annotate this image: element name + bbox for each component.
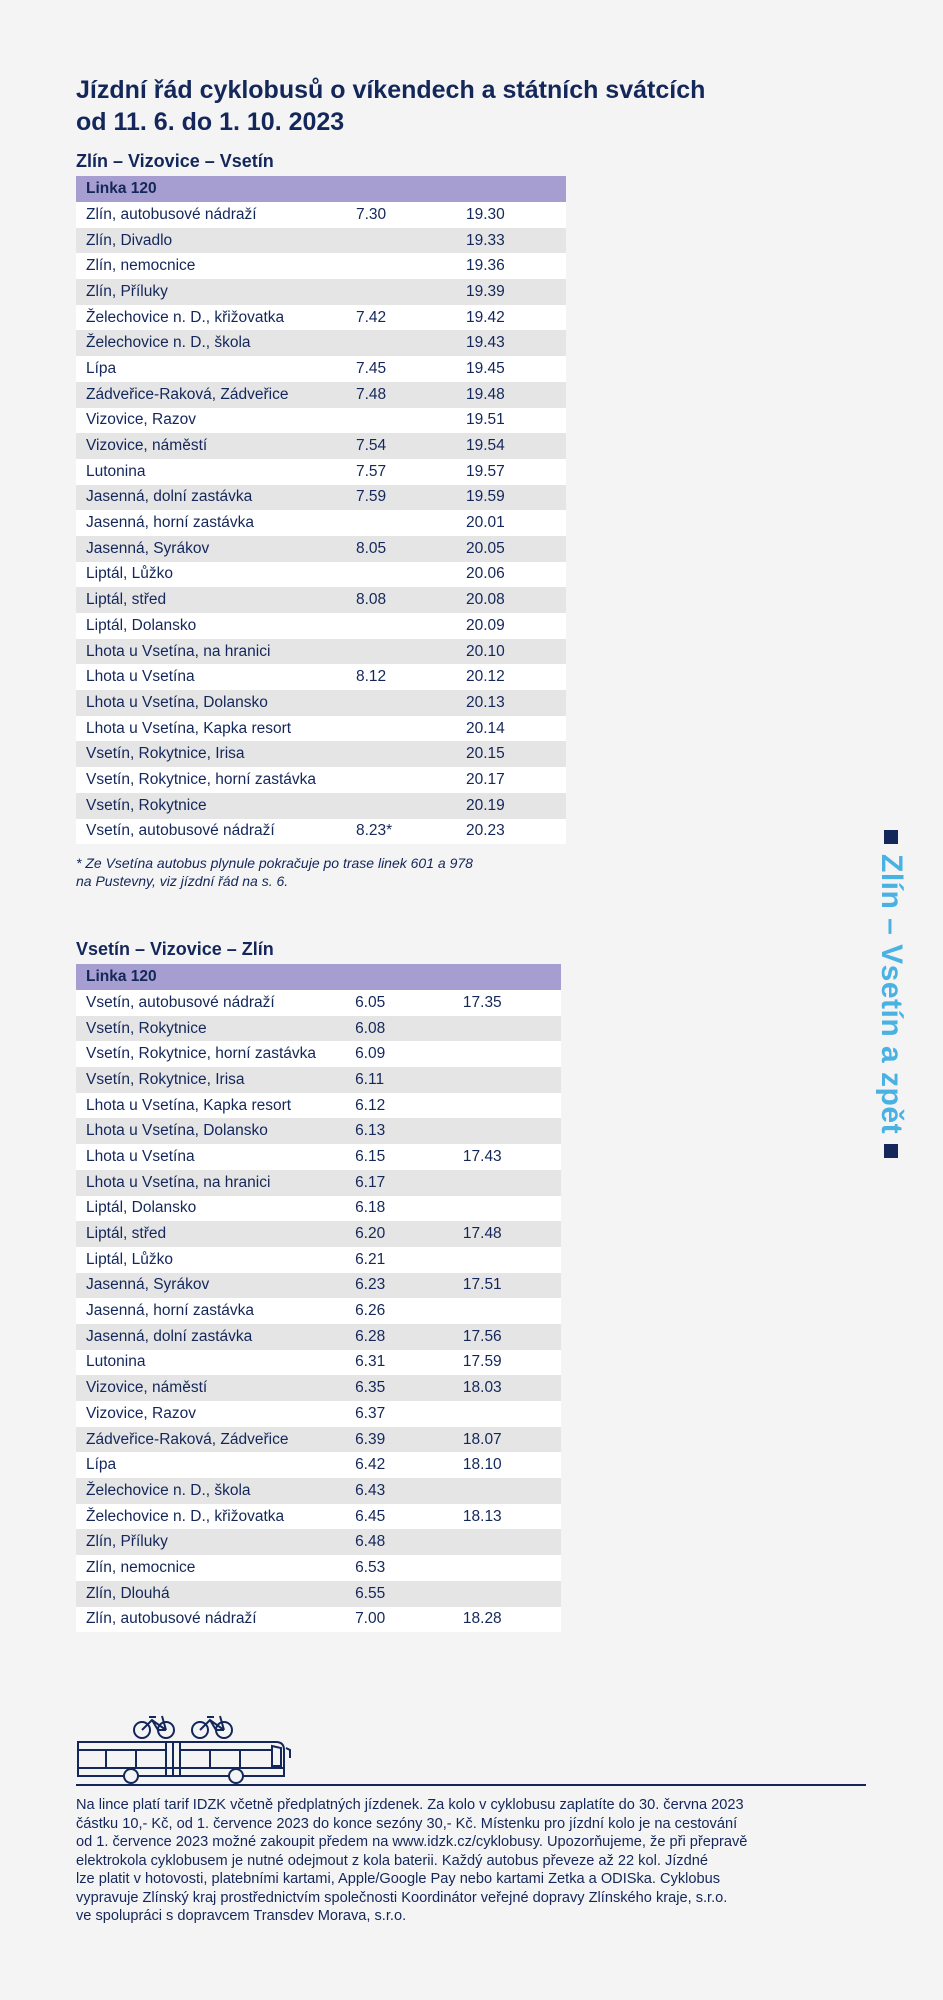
stop-name: Liptál, Lůžko (76, 1247, 345, 1273)
departure-time-2: 17.43 (453, 1144, 561, 1170)
table-row (76, 485, 566, 511)
table-row (76, 1298, 561, 1324)
footer-line: částku 10,- Kč, od 1. července 2023 do konce sezóny 30,- Kč. Místenku pro jízdní kolo je na cestování (76, 1815, 738, 1832)
departure-time-1: 6.18 (345, 1196, 453, 1222)
table-row (76, 1581, 561, 1607)
page-title (76, 74, 796, 138)
departure-time-1: 6.31 (345, 1350, 453, 1376)
departure-time-1: 6.17 (345, 1170, 453, 1196)
table-row (76, 690, 566, 716)
stop-name: Zlín, nemocnice (76, 1555, 345, 1581)
stop-name: Zlín, Příluky (76, 1529, 345, 1555)
departure-time-1: 6.48 (345, 1529, 453, 1555)
footer-line: elektrokola cyklobusem je nutné odejmout z kola baterii. Každý autobus převeze až 22 kol. Jízdné (76, 1852, 708, 1869)
departure-time-2 (453, 1298, 561, 1324)
table-row (76, 613, 566, 639)
footer-line: Na lince platí tarif IDZK včetně předplatných jízdenek. Za kolo v cyklobusu zaplatíte do 30. června 2023 (76, 1797, 744, 1813)
footer-divider (76, 1784, 866, 1786)
departure-time-2: 17.59 (453, 1350, 561, 1376)
table-row (76, 1118, 561, 1144)
departure-time-1: 6.35 (345, 1375, 453, 1401)
departure-time-2: 20.10 (456, 639, 566, 665)
footer-info (76, 1796, 866, 1926)
departure-time-1: 6.05 (345, 990, 453, 1016)
departure-time-1: 6.42 (345, 1452, 453, 1478)
departure-time-2: 19.48 (456, 382, 566, 408)
departure-time-2: 17.35 (453, 990, 561, 1016)
stop-name: Vizovice, Razov (76, 408, 346, 434)
stop-name: Vsetín, Rokytnice, horní zastávka (76, 1041, 345, 1067)
departure-time-2 (453, 1093, 561, 1119)
departure-time-1 (346, 690, 456, 716)
departure-time-1: 7.59 (346, 485, 456, 511)
departure-time-1: 7.45 (346, 356, 456, 382)
table-row (76, 562, 566, 588)
table-row (76, 382, 566, 408)
departure-time-1: 6.28 (345, 1324, 453, 1350)
table-row (76, 253, 566, 279)
departure-time-2: 20.05 (456, 536, 566, 562)
departure-time-1 (346, 228, 456, 254)
departure-time-1: 7.48 (346, 382, 456, 408)
departure-time-2: 20.19 (456, 793, 566, 819)
table-row (76, 305, 566, 331)
stop-name: Zádveřice-Raková, Zádveřice (76, 1427, 345, 1453)
side-route-text: Zlín – Vsetín a zpět (875, 854, 908, 1135)
stop-name: Liptál, střed (76, 1221, 345, 1247)
departure-time-1: 8.12 (346, 664, 456, 690)
departure-time-2: 19.54 (456, 433, 566, 459)
table-row (76, 279, 566, 305)
departure-time-1 (346, 510, 456, 536)
departure-time-2 (453, 1170, 561, 1196)
side-route-label (874, 820, 908, 1168)
departure-time-2 (453, 1118, 561, 1144)
departure-time-2 (453, 1247, 561, 1273)
table-row (76, 408, 566, 434)
departure-time-2: 17.51 (453, 1273, 561, 1299)
timetable-zlin-vsetin (76, 176, 566, 844)
table-row (76, 1196, 561, 1222)
departure-time-2: 20.13 (456, 690, 566, 716)
departure-time-2: 20.12 (456, 664, 566, 690)
table-row (76, 1452, 561, 1478)
table-row (76, 1221, 561, 1247)
table-row (76, 793, 566, 819)
table-row (76, 587, 566, 613)
departure-time-2: 20.09 (456, 613, 566, 639)
stop-name: Vsetín, Rokytnice (76, 793, 346, 819)
table-row (76, 1273, 561, 1299)
departure-time-1 (346, 767, 456, 793)
footer-line: od 1. července 2023 možné zakoupit předem na www.idzk.cz/cyklobusy. Upozorňujeme, že při přepravě (76, 1834, 748, 1850)
table-row (76, 1016, 561, 1042)
departure-time-1: 6.21 (345, 1247, 453, 1273)
departure-time-1: 6.43 (345, 1478, 453, 1504)
departure-time-2: 18.07 (453, 1427, 561, 1453)
stop-name: Jasenná, horní zastávka (76, 1298, 345, 1324)
stop-name: Vsetín, Rokytnice, Irisa (76, 741, 346, 767)
departure-time-2: 20.23 (456, 819, 566, 845)
departure-time-1 (346, 253, 456, 279)
departure-time-2: 19.57 (456, 459, 566, 485)
stop-name: Želechovice n. D., škola (76, 330, 346, 356)
table-row (76, 433, 566, 459)
stop-name: Lhota u Vsetína, Kapka resort (76, 716, 346, 742)
departure-time-2: 19.43 (456, 330, 566, 356)
departure-time-2: 20.01 (456, 510, 566, 536)
table-row (76, 767, 566, 793)
departure-time-2 (453, 1016, 561, 1042)
title-line-1: Jízdní řád cyklobusů o víkendech a státních svátcích (76, 76, 706, 104)
table-row (76, 1375, 561, 1401)
line-label: Linka 120 (76, 964, 561, 990)
departure-time-1 (346, 279, 456, 305)
departure-time-1: 7.30 (346, 202, 456, 228)
table-row (76, 1067, 561, 1093)
departure-time-2: 20.15 (456, 741, 566, 767)
timetable-vsetin-zlin (76, 964, 561, 1632)
departure-time-1: 7.54 (346, 433, 456, 459)
departure-time-1: 6.45 (345, 1504, 453, 1530)
stop-name: Vsetín, autobusové nádraží (76, 990, 345, 1016)
table-row (76, 1555, 561, 1581)
stop-name: Želechovice n. D., křižovatka (76, 1504, 345, 1530)
stop-name: Lípa (76, 356, 346, 382)
departure-time-1: 8.23* (346, 819, 456, 845)
stop-name: Lhota u Vsetína, na hranici (76, 1170, 345, 1196)
departure-time-2 (453, 1041, 561, 1067)
stop-name: Jasenná, Syrákov (76, 1273, 345, 1299)
departure-time-2: 18.28 (453, 1607, 561, 1633)
departure-time-1 (346, 716, 456, 742)
stop-name: Vizovice, náměstí (76, 1375, 345, 1401)
table-row (76, 356, 566, 382)
departure-time-2: 18.03 (453, 1375, 561, 1401)
table-row (76, 1607, 561, 1633)
departure-time-1: 7.00 (345, 1607, 453, 1633)
departure-time-1 (346, 639, 456, 665)
table-row (76, 1170, 561, 1196)
table-header-row (76, 964, 561, 990)
departure-time-2: 17.56 (453, 1324, 561, 1350)
stop-name: Lhota u Vsetína (76, 664, 346, 690)
departure-time-2 (453, 1581, 561, 1607)
stop-name: Želechovice n. D., škola (76, 1478, 345, 1504)
table-row (76, 459, 566, 485)
table-row (76, 664, 566, 690)
title-line-2: od 11. 6. do 1. 10. 2023 (76, 108, 345, 136)
stop-name: Vsetín, Rokytnice, Irisa (76, 1067, 345, 1093)
stop-name: Zádveřice-Raková, Zádveřice (76, 382, 346, 408)
route-heading-zlin-vsetin: Zlín – Vizovice – Vsetín (76, 151, 274, 171)
table-row (76, 1247, 561, 1273)
departure-time-2: 19.30 (456, 202, 566, 228)
table-row (76, 510, 566, 536)
stop-name: Lhota u Vsetína (76, 1144, 345, 1170)
departure-time-1: 6.20 (345, 1221, 453, 1247)
table-row (76, 1324, 561, 1350)
stop-name: Vizovice, náměstí (76, 433, 346, 459)
table-row (76, 1504, 561, 1530)
stop-name: Zlín, Příluky (76, 279, 346, 305)
footer-line: ve spolupráci s dopravcem Transdev Morava, s.r.o. (76, 1908, 407, 1924)
departure-time-2: 19.39 (456, 279, 566, 305)
table-header-row (76, 176, 566, 202)
departure-time-1: 6.13 (345, 1118, 453, 1144)
table-row (76, 741, 566, 767)
footnote (76, 854, 596, 890)
departure-time-1 (346, 562, 456, 588)
route-heading-vsetin-zlin: Vsetín – Vizovice – Zlín (76, 939, 274, 959)
table-row (76, 819, 566, 845)
table-row (76, 1041, 561, 1067)
departure-time-2: 19.59 (456, 485, 566, 511)
departure-time-1: 6.37 (345, 1401, 453, 1427)
table-row (76, 716, 566, 742)
table-row (76, 536, 566, 562)
stop-name: Želechovice n. D., křižovatka (76, 305, 346, 331)
departure-time-2: 20.14 (456, 716, 566, 742)
stop-name: Zlín, Dlouhá (76, 1581, 345, 1607)
stop-name: Jasenná, horní zastávka (76, 510, 346, 536)
table-row (76, 639, 566, 665)
stop-name: Vsetín, Rokytnice, horní zastávka (76, 767, 346, 793)
stop-name: Liptál, Dolansko (76, 613, 346, 639)
table-row (76, 202, 566, 228)
stop-name: Zlín, autobusové nádraží (76, 202, 346, 228)
departure-time-1 (346, 793, 456, 819)
stop-name: Lutonina (76, 1350, 345, 1376)
stop-name: Liptál, střed (76, 587, 346, 613)
stop-name: Liptál, Lůžko (76, 562, 346, 588)
departure-time-1 (346, 613, 456, 639)
stop-name: Lutonina (76, 459, 346, 485)
stop-name: Lhota u Vsetína, Dolansko (76, 1118, 345, 1144)
departure-time-1: 6.09 (345, 1041, 453, 1067)
departure-time-2 (453, 1478, 561, 1504)
stop-name: Zlín, nemocnice (76, 253, 346, 279)
departure-time-2: 19.51 (456, 408, 566, 434)
departure-time-2: 19.45 (456, 356, 566, 382)
departure-time-2 (453, 1401, 561, 1427)
departure-time-2: 18.10 (453, 1452, 561, 1478)
departure-time-1: 6.12 (345, 1093, 453, 1119)
departure-time-1 (346, 408, 456, 434)
stop-name: Jasenná, dolní zastávka (76, 1324, 345, 1350)
departure-time-1: 6.39 (345, 1427, 453, 1453)
departure-time-1: 6.53 (345, 1555, 453, 1581)
departure-time-1: 8.05 (346, 536, 456, 562)
table-row (76, 1529, 561, 1555)
departure-time-2: 20.08 (456, 587, 566, 613)
table-row (76, 228, 566, 254)
stop-name: Vsetín, autobusové nádraží (76, 819, 346, 845)
square-bullet-icon (884, 1144, 898, 1158)
table-row (76, 1144, 561, 1170)
departure-time-2: 19.33 (456, 228, 566, 254)
stop-name: Liptál, Dolansko (76, 1196, 345, 1222)
departure-time-1 (346, 330, 456, 356)
stop-name: Zlín, autobusové nádraží (76, 1607, 345, 1633)
departure-time-2: 18.13 (453, 1504, 561, 1530)
table-row (76, 1401, 561, 1427)
departure-time-1: 7.57 (346, 459, 456, 485)
stop-name: Jasenná, dolní zastávka (76, 485, 346, 511)
departure-time-2 (453, 1555, 561, 1581)
stop-name: Vsetín, Rokytnice (76, 1016, 345, 1042)
stop-name: Zlín, Divadlo (76, 228, 346, 254)
table-row (76, 1478, 561, 1504)
departure-time-2: 20.06 (456, 562, 566, 588)
footer-line: lze platit v hotovosti, platebními kartami, Apple/Google Pay nebo kartami Zetka a ODISka. Cyklobus (76, 1871, 721, 1887)
table-row (76, 330, 566, 356)
table-row (76, 990, 561, 1016)
departure-time-2: 17.48 (453, 1221, 561, 1247)
departure-time-1: 8.08 (346, 587, 456, 613)
bus-with-bicycles-icon (76, 1700, 296, 1784)
stop-name: Jasenná, Syrákov (76, 536, 346, 562)
table-row (76, 1350, 561, 1376)
table-row (76, 1427, 561, 1453)
stop-name: Lhota u Vsetína, Kapka resort (76, 1093, 345, 1119)
stop-name: Vizovice, Razov (76, 1401, 345, 1427)
departure-time-2 (453, 1067, 561, 1093)
departure-time-1: 6.08 (345, 1016, 453, 1042)
departure-time-1: 6.55 (345, 1581, 453, 1607)
departure-time-1: 7.42 (346, 305, 456, 331)
departure-time-1: 6.15 (345, 1144, 453, 1170)
footer-line: vypravuje Zlínský kraj prostřednictvím společnosti Koordinátor veřejné dopravy Zlínského kraje, s.r.o. (76, 1889, 728, 1906)
footnote-line-2: na Pustevny, viz jízdní řád na s. 6. (76, 873, 289, 889)
line-label: Linka 120 (76, 176, 566, 202)
departure-time-1: 6.23 (345, 1273, 453, 1299)
stop-name: Lhota u Vsetína, na hranici (76, 639, 346, 665)
stop-name: Lhota u Vsetína, Dolansko (76, 690, 346, 716)
departure-time-2: 19.42 (456, 305, 566, 331)
footnote-line-1: * Ze Vsetína autobus plynule pokračuje po trase linek 601 a 978 (76, 855, 473, 871)
departure-time-1: 6.11 (345, 1067, 453, 1093)
departure-time-1 (346, 741, 456, 767)
departure-time-1: 6.26 (345, 1298, 453, 1324)
stop-name: Lípa (76, 1452, 345, 1478)
departure-time-2: 19.36 (456, 253, 566, 279)
table-row (76, 1093, 561, 1119)
square-bullet-icon (884, 830, 898, 844)
departure-time-2 (453, 1196, 561, 1222)
departure-time-2 (453, 1529, 561, 1555)
departure-time-2: 20.17 (456, 767, 566, 793)
